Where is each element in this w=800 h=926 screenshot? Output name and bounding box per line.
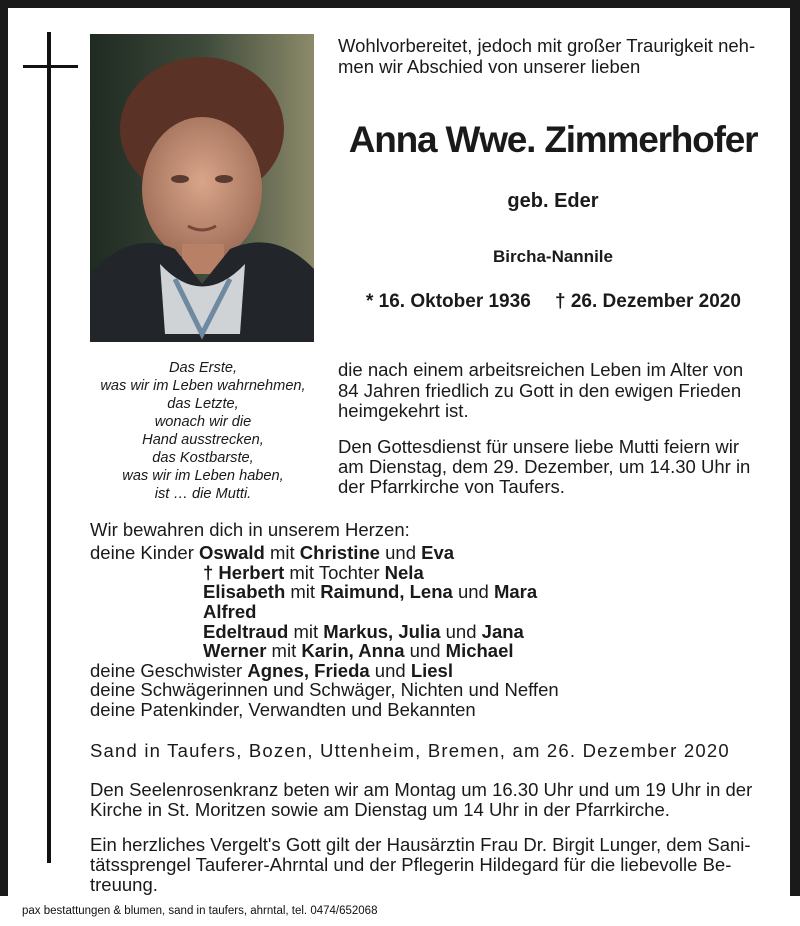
- mourner-name: Edeltraud: [203, 621, 289, 642]
- service-line-2: am Dienstag, dem 29. Dezember, um 14.30 Uhr in: [338, 456, 751, 477]
- poem-line: Hand ausstrecken,: [142, 432, 264, 448]
- mourner-name: Werner: [203, 640, 267, 661]
- rosary-line-1: Den Seelenrosenkranz beten wir am Montag um 16.30 Uhr und um 19 Uhr in der: [90, 779, 753, 800]
- mourner-connector: mit: [285, 581, 321, 602]
- mourner-connector: mit: [288, 621, 324, 642]
- siblings-label: deine Geschwister: [90, 660, 248, 681]
- mourner-name: Oswald: [199, 542, 265, 563]
- mourner-name: Markus, Julia: [323, 621, 441, 642]
- poem-line: ist … die Mutti.: [154, 486, 252, 502]
- mourner-name: Mara: [493, 581, 538, 602]
- rosary-line-2: Kirche in St. Moritzen sowie am Dienstag um 14 Uhr in der Pfarrkirche.: [90, 799, 670, 820]
- children-label: deine Kinder: [90, 542, 194, 563]
- cross-icon: [47, 32, 51, 863]
- mourner-row: [203, 602, 256, 622]
- death-date: † 26. Dezember 2020: [555, 291, 741, 312]
- nickname: Bircha-Nannile: [493, 247, 613, 266]
- place-date: Sand in Taufers, Bozen, Uttenheim, Bremen, am 26. Dezember 2020: [90, 740, 730, 761]
- mourner-connector: und: [440, 621, 482, 642]
- mourner-connector: mit: [264, 542, 300, 563]
- service-line-1: Den Gottesdienst für unsere liebe Mutti feiern wir: [338, 436, 740, 457]
- poem-line: das Letzte,: [167, 396, 239, 412]
- thanks-line-2: tätssprengel Tauferer-Ahrntal und der Pflegerin Hildegard für die liebevolle Be-: [90, 854, 732, 875]
- intro-line-1: Wohlvorbereitet, jedoch mit großer Traurigkeit neh-: [338, 35, 756, 56]
- thanks-line-1: Ein herzliches Vergelt's Gott gilt der Hausärztin Frau Dr. Birgit Lunger, dem Sani-: [90, 834, 751, 855]
- life-line-1: die nach einem arbeitsreichen Leben im Alter von: [338, 359, 744, 380]
- portrait-image: [90, 34, 314, 342]
- mourner-name: † Herbert: [203, 562, 285, 583]
- mourner-row: [203, 582, 537, 602]
- service-line-3: der Pfarrkirche von Taufers.: [338, 476, 565, 497]
- mourner-row: [203, 563, 424, 583]
- poem-line: was wir im Leben wahrnehmen,: [100, 378, 306, 394]
- memorial-poem: [88, 359, 318, 503]
- life-line-3: heimgekehrt ist.: [338, 400, 469, 421]
- cross-icon-bar: [23, 65, 78, 68]
- portrait-photo: [90, 34, 314, 342]
- mourner-row: [203, 641, 514, 661]
- poem-line: das Kostbarste,: [152, 450, 254, 466]
- deceased-name: Anna Wwe. Zimmerhofer: [348, 119, 758, 160]
- birth-date: * 16. Oktober 1936: [366, 291, 531, 312]
- mourner-name: Karin, Anna: [301, 640, 405, 661]
- mourner-name: Elisabeth: [203, 581, 286, 602]
- mourner-name: Christine: [299, 542, 380, 563]
- sibling-names: Agnes, Frieda: [247, 660, 370, 681]
- mourner-name: Nela: [384, 562, 424, 583]
- mourner-connector: und: [369, 660, 411, 681]
- poem-line: wonach wir die: [154, 414, 252, 430]
- poem-line: Das Erste,: [168, 360, 238, 376]
- sibling-names: Liesl: [410, 660, 453, 681]
- mourner-name: Michael: [445, 640, 514, 661]
- mourner-row: [203, 622, 524, 642]
- inlaws-line: deine Schwägerinnen und Schwäger, Nichten und Neffen: [90, 679, 559, 700]
- mourner-name: Raimund, Lena: [320, 581, 453, 602]
- maiden-name: geb. Eder: [507, 190, 599, 212]
- funeral-home-footer: pax bestattungen & blumen, sand in taufers, ahrntal, tel. 0474/652068: [22, 905, 378, 917]
- mourner-connector: und: [404, 640, 446, 661]
- siblings-row: [90, 661, 453, 681]
- mourner-connector: und: [452, 581, 494, 602]
- mourner-row: [90, 543, 454, 563]
- mourner-name: Alfred: [203, 601, 257, 622]
- godchildren-line: deine Patenkinder, Verwandten und Bekannten: [90, 699, 476, 720]
- mourner-connector: mit: [266, 640, 302, 661]
- life-line-2: 84 Jahren friedlich zu Gott in den ewigen Frieden: [338, 380, 742, 401]
- mourner-name: Eva: [421, 542, 455, 563]
- mourner-connector: mit Tochter: [284, 562, 385, 583]
- mourner-name: Jana: [481, 621, 524, 642]
- poem-line: was wir im Leben haben,: [122, 468, 284, 484]
- mourner-connector: und: [379, 542, 422, 563]
- intro-line-2: men wir Abschied von unserer lieben: [338, 56, 641, 77]
- thanks-line-3: treuung.: [90, 874, 158, 895]
- mourners-heading: Wir bewahren dich in unserem Herzen:: [90, 519, 410, 540]
